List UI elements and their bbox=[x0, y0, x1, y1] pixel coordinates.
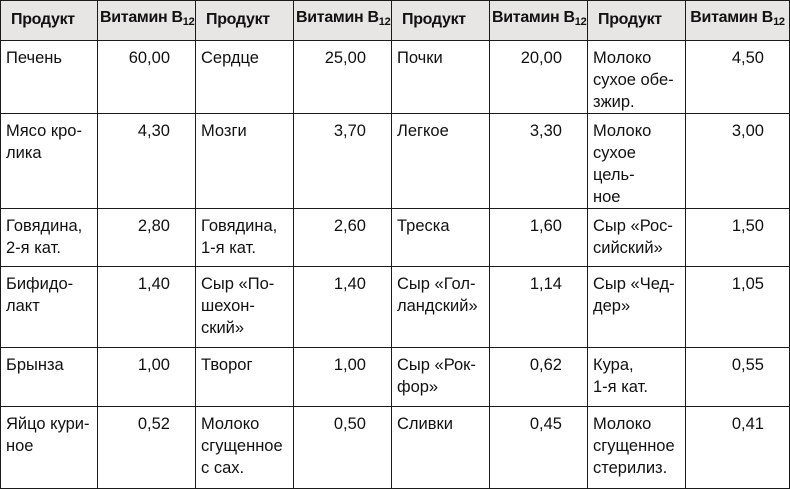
column-header-vitamin-b12: Витамин $B_{12}$ bbox=[490, 1, 588, 41]
vitamin-value-cell: 1,14 bbox=[490, 267, 588, 348]
table-header bbox=[1, 1, 790, 41]
vitamin-value-cell: 1,40 bbox=[98, 267, 196, 348]
vitamin-value-cell: 1,00 bbox=[98, 348, 196, 407]
vitamin-value-cell: 1,60 bbox=[490, 209, 588, 267]
vitamin-value-cell: 0,50 bbox=[294, 407, 392, 489]
product-cell: Бифидо- лакт bbox=[1, 267, 98, 348]
product-cell: Легкое bbox=[392, 114, 490, 209]
product-cell: Яйцо кури- ное bbox=[1, 407, 98, 489]
vitamin-value-cell: 4,30 bbox=[98, 114, 196, 209]
vitamin-value-cell: 2,60 bbox=[294, 209, 392, 267]
vitamin-value-cell: 0,55 bbox=[686, 348, 790, 407]
product-cell: Сердце bbox=[196, 41, 294, 114]
column-header-product: Продукт bbox=[1, 1, 98, 41]
vitamin-value-cell: 1,50 bbox=[686, 209, 790, 267]
vitamin-value-cell: 0,62 bbox=[490, 348, 588, 407]
product-cell: Сыр «Рос- сийский» bbox=[588, 209, 686, 267]
product-cell: Говядина, 2-я кат. bbox=[1, 209, 98, 267]
vitamin-value-cell: 20,00 bbox=[490, 41, 588, 114]
vitamin-value-cell: 3,30 bbox=[490, 114, 588, 209]
product-cell: Кура, 1-я кат. bbox=[588, 348, 686, 407]
table-row bbox=[1, 348, 790, 407]
column-header-product: Продукт bbox=[588, 1, 686, 41]
vitamin-value-cell: 3,00 bbox=[686, 114, 790, 209]
product-cell: Сыр «Гол- ландский» bbox=[392, 267, 490, 348]
vitamin-value-cell: 1,00 bbox=[294, 348, 392, 407]
column-header-vitamin-b12: Витамин $B_{12}$ bbox=[294, 1, 392, 41]
product-cell: Сливки bbox=[392, 407, 490, 489]
table-body bbox=[1, 41, 790, 489]
column-header-product: Продукт bbox=[196, 1, 294, 41]
vitamin-value-cell: 60,00 bbox=[98, 41, 196, 114]
vitamin-value-cell: 2,80 bbox=[98, 209, 196, 267]
table-row bbox=[1, 407, 790, 489]
header-row bbox=[1, 1, 790, 41]
product-cell: Молоко сухое цель- ное bbox=[588, 114, 686, 209]
product-cell: Молоко сухое обе- зжир. bbox=[588, 41, 686, 114]
table-row bbox=[1, 209, 790, 267]
vitamin-value-cell: 3,70 bbox=[294, 114, 392, 209]
product-cell: Сыр «По- шехон- ский» bbox=[196, 267, 294, 348]
product-cell: Молоко сгущенное с сах. bbox=[196, 407, 294, 489]
vitamin-value-cell: 0,52 bbox=[98, 407, 196, 489]
product-cell: Мозги bbox=[196, 114, 294, 209]
product-cell: Печень bbox=[1, 41, 98, 114]
product-cell: Сыр «Рок- фор» bbox=[392, 348, 490, 407]
table-row bbox=[1, 267, 790, 348]
product-cell: Почки bbox=[392, 41, 490, 114]
product-cell: Говядина, 1-я кат. bbox=[196, 209, 294, 267]
column-header-vitamin-b12: Витамин $B_{12}$ bbox=[98, 1, 196, 41]
product-cell: Сыр «Чед- дер» bbox=[588, 267, 686, 348]
product-cell: Молоко сгущенное стерилиз. bbox=[588, 407, 686, 489]
vitamin-value-cell: 4,50 bbox=[686, 41, 790, 114]
vitamin-value-cell: 1,05 bbox=[686, 267, 790, 348]
vitamin-value-cell: 25,00 bbox=[294, 41, 392, 114]
vitamin-value-cell: 0,41 bbox=[686, 407, 790, 489]
vitamin-value-cell: 1,40 bbox=[294, 267, 392, 348]
column-header-vitamin-b12: Витамин $B_{12}$ bbox=[686, 1, 790, 41]
vitamin-value-cell: 0,45 bbox=[490, 407, 588, 489]
table-row bbox=[1, 114, 790, 209]
product-cell: Треска bbox=[392, 209, 490, 267]
product-cell: Творог bbox=[196, 348, 294, 407]
product-cell: Брынза bbox=[1, 348, 98, 407]
product-cell: Мясо кро- лика bbox=[1, 114, 98, 209]
table-row bbox=[1, 41, 790, 114]
column-header-product: Продукт bbox=[392, 1, 490, 41]
